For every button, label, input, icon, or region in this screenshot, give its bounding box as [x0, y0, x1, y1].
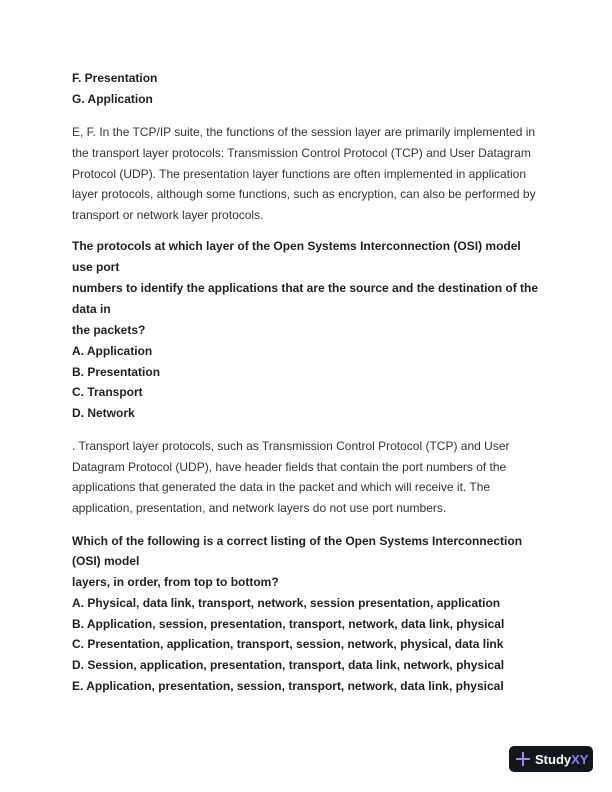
option: C. Presentation, application, transport, session, network, physical, data link	[72, 637, 504, 651]
question-line: The protocols at which layer of the Open Systems Interconnection (OSI) model	[72, 239, 521, 253]
prev-answer-line: Protocol (UDP). The presentation layer functions are often implemented in application	[72, 167, 527, 181]
logo-text	[535, 752, 588, 767]
option: D. Session, application, presentation, transport, data link, network, physical	[72, 658, 505, 672]
question-line: numbers to identify the applications that are the source and the destination of the	[72, 281, 539, 295]
question-line: data in	[72, 302, 111, 316]
logo-text-accent: XY	[571, 751, 589, 767]
option: E. Application, presentation, session, transport, network, data link, physical	[72, 679, 504, 693]
prev-option: F. Presentation	[72, 71, 158, 85]
question-line: Which of the following is a correct listing of the Open Systems Interconnection	[72, 534, 523, 548]
option: D. Network	[72, 406, 135, 420]
option: C. Transport	[72, 385, 143, 399]
answer-line: application, presentation, and network layers do not use port numbers.	[72, 501, 447, 515]
plus-icon	[516, 752, 530, 766]
question-line: use port	[72, 260, 120, 274]
option: B. Presentation	[72, 365, 161, 379]
question-line: (OSI) model	[72, 554, 140, 568]
prev-answer-line: layer protocols, although some functions, such as encryption, can also be performed by	[72, 187, 536, 201]
option: A. Application	[72, 344, 153, 358]
prev-answer-line: E, F. In the TCP/IP suite, the functions of the session layer are primarily implemented in	[72, 125, 536, 139]
option: A. Physical, data link, transport, network, session presentation, application	[72, 596, 501, 610]
prev-answer-line: the transport layer protocols: Transmission Control Protocol (TCP) and User Datagram	[72, 146, 531, 160]
logo-text-main: Study	[535, 751, 572, 767]
question-line: layers, in order, from top to bottom?	[72, 575, 279, 589]
prev-option: G. Application	[72, 92, 153, 106]
option: B. Application, session, presentation, transport, network, data link, physical	[72, 617, 505, 631]
answer-line: . Transport layer protocols, such as Transmission Control Protocol (TCP) and User	[72, 439, 510, 453]
question-line: the packets?	[72, 323, 146, 337]
studyxy-logo[interactable]	[509, 746, 593, 772]
answer-line: applications that generated the data in the packet and which will receive it. The	[72, 480, 491, 494]
prev-answer-line: transport or network layer protocols.	[72, 208, 264, 222]
answer-line: Datagram Protocol (UDP), have header fields that contain the port numbers of the	[72, 460, 507, 474]
